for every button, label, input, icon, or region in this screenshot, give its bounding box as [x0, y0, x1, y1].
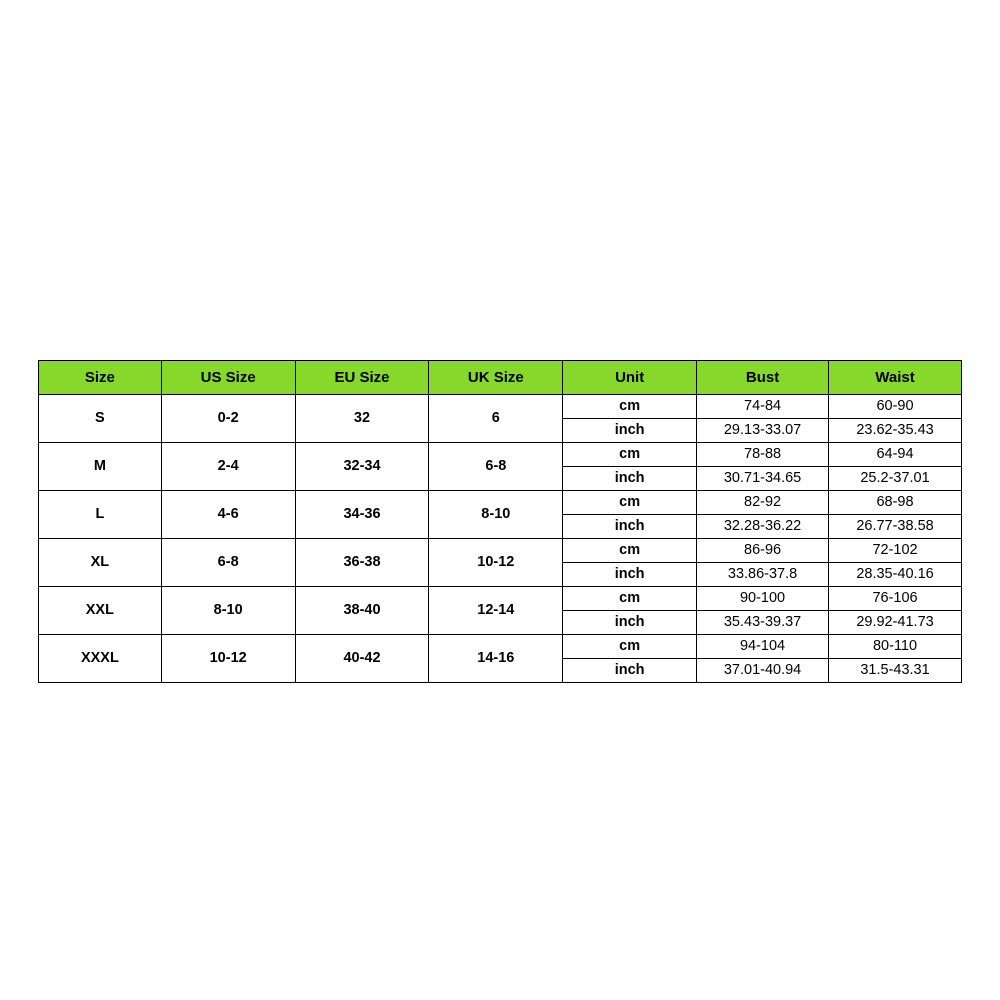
- cell-waist: 64-94: [829, 443, 962, 467]
- cell-waist: 60-90: [829, 395, 962, 419]
- cell-size: XXL: [39, 587, 162, 635]
- cell-waist: 80-110: [829, 635, 962, 659]
- size-chart-container: [38, 360, 962, 683]
- column-header-us-size: US Size: [161, 361, 295, 395]
- cell-unit: inch: [563, 515, 697, 539]
- cell-bust: 82-92: [697, 491, 829, 515]
- cell-unit: cm: [563, 635, 697, 659]
- cell-waist: 76-106: [829, 587, 962, 611]
- cell-uk-size: 8-10: [429, 491, 563, 539]
- cell-unit: inch: [563, 467, 697, 491]
- cell-uk-size: 6: [429, 395, 563, 443]
- column-header-waist: Waist: [829, 361, 962, 395]
- cell-unit: inch: [563, 611, 697, 635]
- cell-bust: 30.71-34.65: [697, 467, 829, 491]
- table-row: [39, 539, 962, 563]
- column-header-size: Size: [39, 361, 162, 395]
- cell-size: L: [39, 491, 162, 539]
- column-header-unit: Unit: [563, 361, 697, 395]
- table-row: [39, 443, 962, 467]
- cell-unit: cm: [563, 443, 697, 467]
- cell-bust: 90-100: [697, 587, 829, 611]
- cell-waist: 28.35-40.16: [829, 563, 962, 587]
- cell-us-size: 10-12: [161, 635, 295, 683]
- table-header: [39, 361, 962, 395]
- header-row: [39, 361, 962, 395]
- cell-bust: 86-96: [697, 539, 829, 563]
- cell-us-size: 8-10: [161, 587, 295, 635]
- cell-size: S: [39, 395, 162, 443]
- cell-uk-size: 14-16: [429, 635, 563, 683]
- cell-unit: inch: [563, 419, 697, 443]
- cell-unit: cm: [563, 395, 697, 419]
- cell-size: XXXL: [39, 635, 162, 683]
- column-header-eu-size: EU Size: [295, 361, 429, 395]
- cell-waist: 72-102: [829, 539, 962, 563]
- cell-us-size: 0-2: [161, 395, 295, 443]
- cell-unit: cm: [563, 587, 697, 611]
- size-chart-table: [38, 360, 962, 683]
- column-header-bust: Bust: [697, 361, 829, 395]
- cell-eu-size: 32: [295, 395, 429, 443]
- table-row: [39, 587, 962, 611]
- table-row: [39, 491, 962, 515]
- cell-waist: 23.62-35.43: [829, 419, 962, 443]
- cell-uk-size: 10-12: [429, 539, 563, 587]
- table-row: [39, 635, 962, 659]
- cell-us-size: 4-6: [161, 491, 295, 539]
- cell-waist: 25.2-37.01: [829, 467, 962, 491]
- cell-eu-size: 36-38: [295, 539, 429, 587]
- cell-waist: 26.77-38.58: [829, 515, 962, 539]
- table-row: [39, 395, 962, 419]
- cell-unit: cm: [563, 539, 697, 563]
- cell-bust: 74-84: [697, 395, 829, 419]
- cell-size: M: [39, 443, 162, 491]
- cell-waist: 31.5-43.31: [829, 659, 962, 683]
- cell-eu-size: 38-40: [295, 587, 429, 635]
- cell-bust: 94-104: [697, 635, 829, 659]
- table-body: [39, 395, 962, 683]
- cell-unit: inch: [563, 563, 697, 587]
- column-header-uk-size: UK Size: [429, 361, 563, 395]
- cell-us-size: 6-8: [161, 539, 295, 587]
- cell-eu-size: 40-42: [295, 635, 429, 683]
- cell-us-size: 2-4: [161, 443, 295, 491]
- cell-bust: 33.86-37.8: [697, 563, 829, 587]
- cell-bust: 29.13-33.07: [697, 419, 829, 443]
- cell-uk-size: 12-14: [429, 587, 563, 635]
- cell-waist: 29.92-41.73: [829, 611, 962, 635]
- cell-bust: 35.43-39.37: [697, 611, 829, 635]
- cell-waist: 68-98: [829, 491, 962, 515]
- cell-unit: cm: [563, 491, 697, 515]
- cell-uk-size: 6-8: [429, 443, 563, 491]
- cell-bust: 78-88: [697, 443, 829, 467]
- cell-size: XL: [39, 539, 162, 587]
- cell-eu-size: 32-34: [295, 443, 429, 491]
- cell-unit: inch: [563, 659, 697, 683]
- cell-bust: 37.01-40.94: [697, 659, 829, 683]
- cell-eu-size: 34-36: [295, 491, 429, 539]
- cell-bust: 32.28-36.22: [697, 515, 829, 539]
